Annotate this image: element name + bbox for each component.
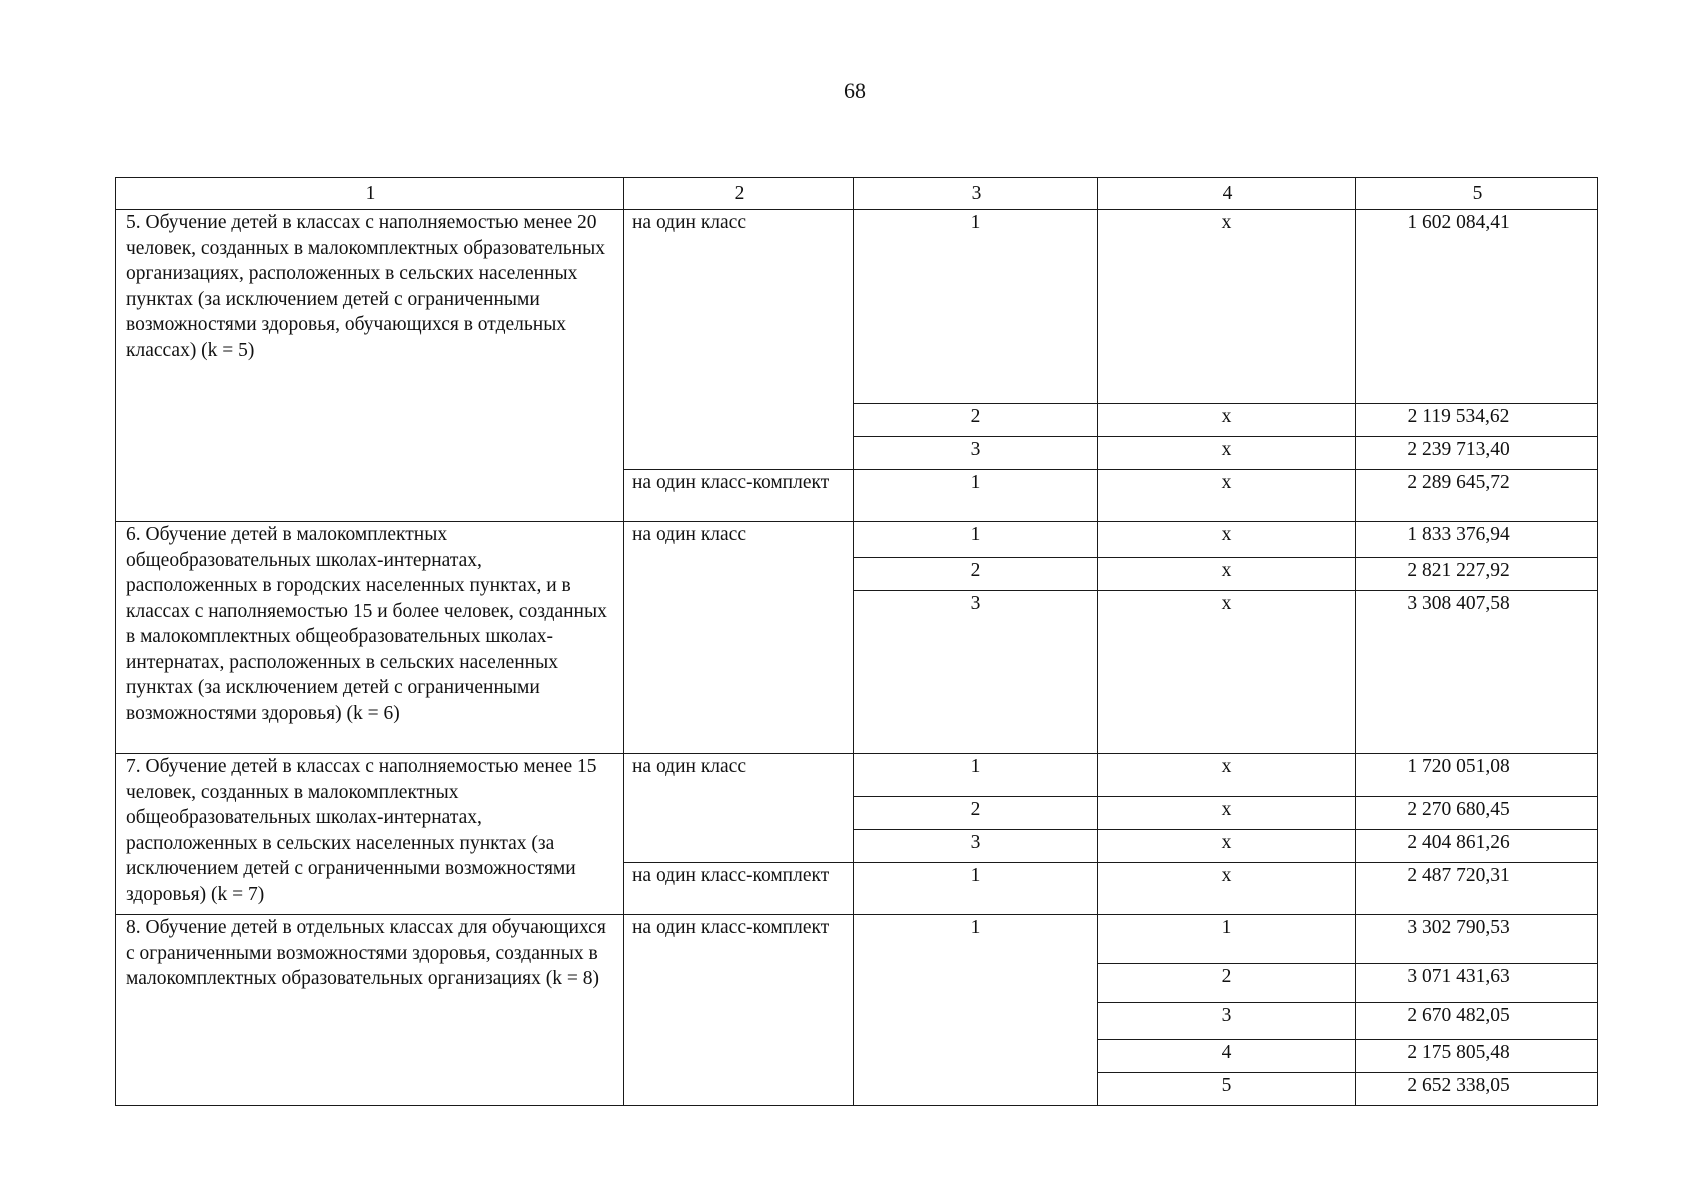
section-5-description: 5. Обучение детей в классах с наполняемостью менее 20 человек, созданных в малокомплектных образовательных организациях, расположенных в сельских населенных пунктах (за исключением детей с ограниченными возможностями здоровья, обучающихся в отдельных классах) (k = 5) [116,210,624,522]
header-cell-5: 5 [1356,178,1598,210]
section-8-row-2-col4: 2 [1098,964,1356,1003]
section-8-row-5-col4: 5 [1098,1073,1356,1106]
table-header-row [116,178,1598,210]
section-7-row-1-col4: х [1098,754,1356,797]
section-7-row-3-value: 2 404 861,26 [1356,830,1598,863]
section-5-row-1-col4: х [1098,210,1356,404]
section-5-row-4-col4: х [1098,470,1356,522]
section-7-description: 7. Обучение детей в классах с наполняемостью менее 15 человек, созданных в малокомплектных общеобразовательных школах-интернатах, расположенных в сельских населенных пунктах (за исключением детей с ограниченными возможностями здоровья) (k = 7) [116,754,624,915]
section-7-row-2-value: 2 270 680,45 [1356,797,1598,830]
section-7-unit-set: на один класс-комплект [624,863,854,915]
section-8-row-4-col4: 4 [1098,1040,1356,1073]
section-6-row-1-value: 1 833 376,94 [1356,522,1598,558]
section-7-row-4-col3: 1 [854,863,1098,915]
section-8-description: 8. Обучение детей в отдельных классах для обучающихся с ограниченными возможностями здоровья, созданных в малокомплектных образовательных организациях (k = 8) [116,915,624,1106]
page-number: 68 [844,78,866,103]
section-5-row-3-col3: 3 [854,437,1098,470]
section-7-row-2-col4: х [1098,797,1356,830]
section-8-row-3-value: 2 670 482,05 [1356,1003,1598,1040]
header-cell-3: 3 [854,178,1098,210]
header-cell-2: 2 [624,178,854,210]
section-6-row-2-col3: 2 [854,558,1098,591]
table-row [116,915,1598,964]
section-6-row-3-col4: х [1098,591,1356,754]
section-7-row-3-col4: х [1098,830,1356,863]
section-6-row-1-col3: 1 [854,522,1098,558]
section-8-row-5-value: 2 652 338,05 [1356,1073,1598,1106]
section-5-row-2-col3: 2 [854,404,1098,437]
section-8-row-1-value: 3 302 790,53 [1356,915,1598,964]
section-5-row-3-value: 2 239 713,40 [1356,437,1598,470]
section-6-row-2-value: 2 821 227,92 [1356,558,1598,591]
section-7-row-3-col3: 3 [854,830,1098,863]
section-5-row-2-col4: х [1098,404,1356,437]
section-8-unit-set: на один класс-комплект [624,915,854,1106]
section-8-col3: 1 [854,915,1098,1106]
tariff-table [115,177,1598,1106]
section-8-row-3-col4: 3 [1098,1003,1356,1040]
section-6-row-3-col3: 3 [854,591,1098,754]
section-8-row-4-value: 2 175 805,48 [1356,1040,1598,1073]
section-7-row-4-col4: х [1098,863,1356,915]
header-cell-4: 4 [1098,178,1356,210]
section-7-row-2-col3: 2 [854,797,1098,830]
section-5-unit-class: на один класс [624,210,854,470]
section-5-row-3-col4: х [1098,437,1356,470]
section-7-row-1-value: 1 720 051,08 [1356,754,1598,797]
section-5-row-2-value: 2 119 534,62 [1356,404,1598,437]
section-6-row-1-col4: х [1098,522,1356,558]
section-8-row-1-col4: 1 [1098,915,1356,964]
section-5-row-1-value: 1 602 084,41 [1356,210,1598,404]
section-5-row-4-col3: 1 [854,470,1098,522]
section-6-row-2-col4: х [1098,558,1356,591]
table-row [116,522,1598,558]
section-6-row-3-value: 3 308 407,58 [1356,591,1598,754]
section-8-row-2-value: 3 071 431,63 [1356,964,1598,1003]
section-5-unit-set: на один класс-комплект [624,470,854,522]
section-7-row-1-col3: 1 [854,754,1098,797]
table-row [116,754,1598,797]
section-7-row-4-value: 2 487 720,31 [1356,863,1598,915]
table-row [116,210,1598,404]
section-6-description: 6. Обучение детей в малокомплектных общеобразовательных школах-интернатах, расположенных в городских населенных пунктах, и в классах с наполняемостью 15 и более человек, созданных в малокомплектных общеобразовательных школах-интернатах, расположенных в сельских населенных пунктах (за исключением детей с ограниченными возможностями здоровья) (k = 6) [116,522,624,754]
section-6-unit-class: на один класс [624,522,854,754]
header-cell-1: 1 [116,178,624,210]
section-5-row-4-value: 2 289 645,72 [1356,470,1598,522]
section-7-unit-class: на один класс [624,754,854,863]
section-5-row-1-col3: 1 [854,210,1098,404]
